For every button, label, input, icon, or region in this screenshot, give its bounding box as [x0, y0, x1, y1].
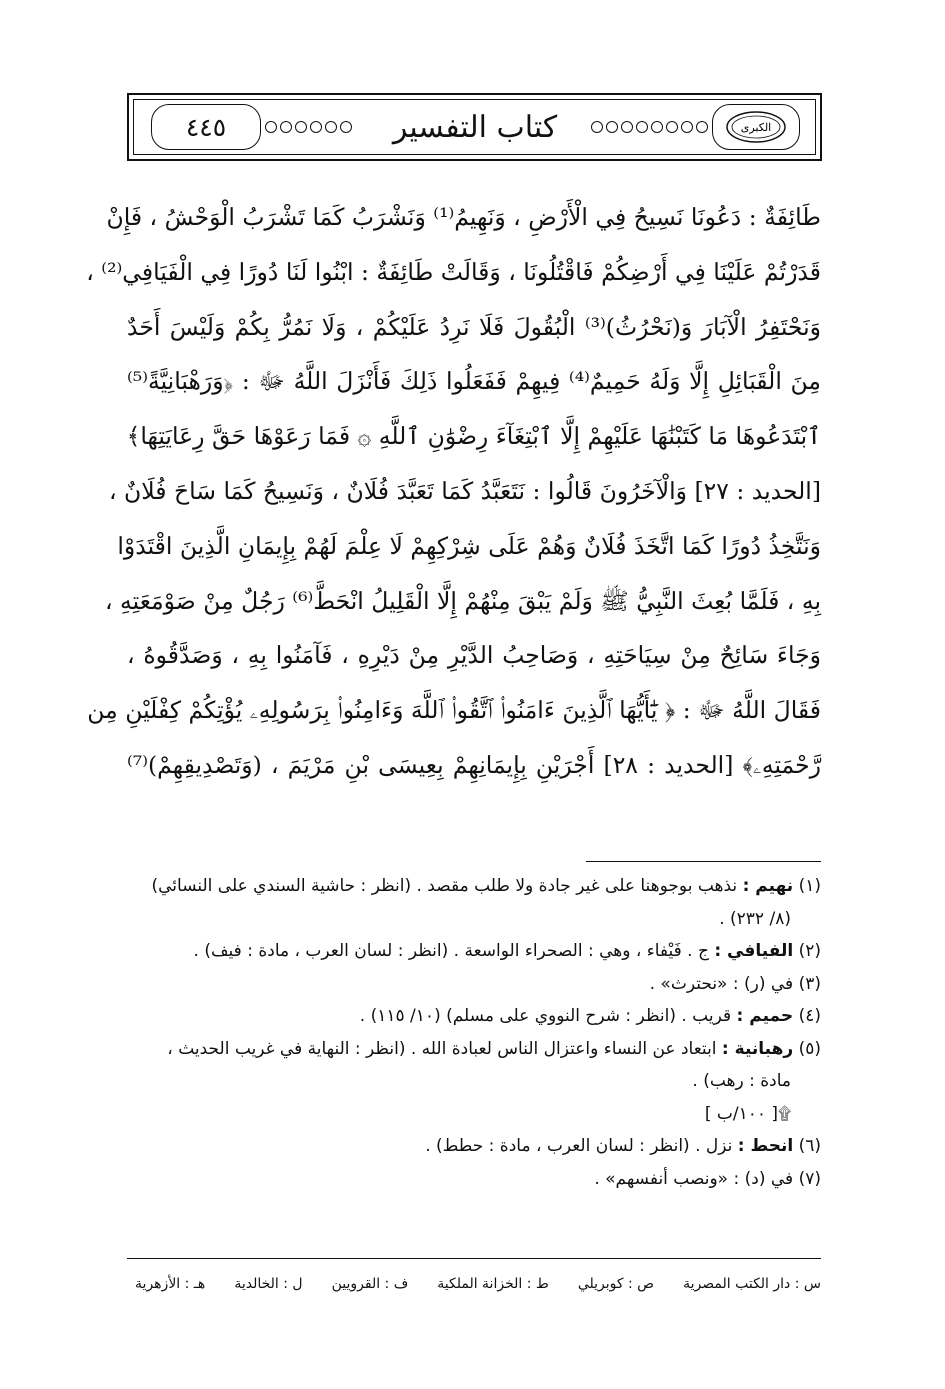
seal-cartouche: [712, 104, 800, 150]
footnote-number: (٤): [798, 1006, 821, 1026]
footnote-text: (٨/ ٢٣٢) .: [719, 908, 791, 929]
text-line: ٱبْتَدَعُوهَا مَا كَتَبْنَٰهَا عَلَيْهِمْ إِلَّا ٱبْتِغَآءَ رِضْوَٰنِ ٱللَّهِ ۞ فَمَا رَعَوْهَا حَقَّ رِعَايَتِهَا﴾: [126, 422, 821, 451]
siglum: ط : الخزانة الملكية: [437, 1276, 549, 1292]
footnote-term: الفيافي :: [714, 941, 794, 961]
footnote-text: قريب . (انظر : شرح النووي على مسلم) (١٠/ ١١٥) .: [359, 1006, 737, 1026]
footnote-5-continuation: [127, 1065, 821, 1098]
footnote-1-continuation: [127, 903, 821, 936]
footnote-text: ابتعاد عن النساء واعتزال الناس لعبادة الله . (انظر : النهاية في غريب الحديث ،: [167, 1038, 722, 1059]
seal-icon: [724, 109, 788, 145]
footnote-text: في (د) : «ونصب أنفسهم» .: [594, 1168, 794, 1189]
main-text: [86, 190, 822, 793]
siglum: ف : القرويين: [331, 1276, 409, 1292]
footnote-term: نهيم :: [742, 876, 794, 896]
footnote-number: (٧): [798, 1168, 821, 1189]
footnote-term: حميم :: [736, 1006, 794, 1026]
footnote-7: [127, 1163, 821, 1196]
page-number: ٤٤٥: [185, 112, 227, 142]
footnote-text: نزل . (انظر : لسان العرب ، مادة : حطط) .: [425, 1136, 738, 1156]
siglum: ل : الخالدية: [234, 1276, 303, 1292]
seal-text: الكبرى: [740, 121, 772, 134]
footnote-term: انحط :: [737, 1136, 794, 1156]
book-title: كتاب التفسير: [392, 109, 558, 145]
footnote-number: (٢): [798, 941, 821, 961]
footnote-3: [127, 968, 821, 1001]
footnote-number: (١): [798, 876, 821, 896]
footnote-number: (٣): [798, 973, 821, 994]
footnote-text: نذهب بوجوهنا على غير جادة ولا طلب مقصد . (انظر : حاشية السندي على النسائي): [151, 876, 743, 896]
header-chain-ornament-left: [265, 121, 352, 133]
page-number-cartouche: [151, 104, 261, 150]
footnote-separator: [586, 861, 821, 862]
text-line: فَقَالَ اللَّهُ ﷻ : ﴿ يَٰٓأَيُّهَا ٱلَّذِينَ ءَامَنُوا۟ ٱتَّقُوا۟ ٱللَّهَ وَءَامِنُوا۟ بِرَسُولِهِۦ يُؤْتِكُمْ كِفْلَيْنِ مِن: [87, 696, 821, 725]
text-line: قَدَرْتُمْ عَلَيْنَا فِي أَرْضِكُمْ فَاقْتُلُونَا ، وَقَالَتْ طَائِفَةٌ : ابْنُوا لَنَا دُورًا فِي الْفَيَافِي⁽²⁾ ،: [86, 257, 821, 286]
text-line: بِهِ ، فَلَمَّا بُعِثَ النَّبِيُّ ﷺ وَلَمْ يَبْقَ مِنْهُمْ إِلَّا الْقَلِيلُ انْحَطَّ⁽⁶⁾ رَجُلٌ مِنْ صَوْمَعَتِهِ ،: [104, 586, 821, 615]
footnote-text: في (ر) : «نحترث» .: [649, 973, 794, 994]
folio-marker: [127, 1098, 821, 1131]
footnotes: [127, 870, 821, 1195]
text-line: وَنَتَّخِذُ دُورًا كَمَا اتَّخَذَ فُلَانٌ وَهُمْ عَلَى شِرْكِهِمْ لَا عِلْمَ لَهُمْ بِإِيمَانِ الَّذِينَ اقْتَدَوْا: [117, 531, 821, 560]
text-line: وَجَاءَ سَائِحٌ مِنْ سِيَاحَتِهِ ، وَصَاحِبُ الدَّيْرِ مِنْ دَيْرِهِ ، فَآمَنُوا بِهِ ، وَصَدَّقُوهُ ،: [127, 641, 821, 670]
footnote-term: رهبانية :: [721, 1038, 794, 1059]
footnote-4: [127, 1000, 821, 1033]
text-line: رَّحْمَتِهِۦ﴾ [الحديد : ٢٨] أَجْرَيْنِ بِإِيمَانِهِمْ بِعِيسَى بْنِ مَرْيَمَ ، (وَتَصْدِيقِهِمْ)⁽⁷⁾: [127, 750, 822, 779]
footnote-text: ج . فَيْفاء ، وهي : الصحراء الواسعة . (انظر : لسان العرب ، مادة : فيف) .: [193, 941, 715, 961]
siglum: ص : كوبريلي: [577, 1276, 655, 1292]
footnote-text: مادة : رهب) .: [692, 1071, 791, 1091]
footnote-1: [127, 870, 821, 903]
sigla-separator: [127, 1258, 821, 1259]
footnote-5: [127, 1033, 821, 1066]
text-line: طَائِفَةٌ : دَعُونَا نَسِيحُ فِي الْأَرْضِ ، وَنَهِيمُ⁽¹⁾ وَنَشْرَبُ كَمَا تَشْرَبُ الْوَحْشُ ، فَإِنْ: [106, 203, 821, 231]
siglum: س : دار الكتب المصرية: [683, 1276, 821, 1292]
footnote-6: [127, 1130, 821, 1163]
footnote-number: (٥): [798, 1038, 821, 1059]
header-chain-ornament-right: [591, 121, 708, 133]
text-line: [الحديد : ٢٧] وَالْآخَرُونَ قَالُوا : نَتَعَبَّدُ كَمَا تَعَبَّدَ فُلَانٌ ، وَنَسِيحُ كَمَا سَاحَ فُلَانٌ ،: [108, 476, 821, 505]
siglum: هـ : الأزهرية: [135, 1276, 206, 1292]
text-line: مِنَ الْقَبَائِلِ إِلَّا وَلَهُ حَمِيمٌ⁽⁴⁾ فِيهِمْ فَفَعَلُوا ذَلِكَ فَأَنْزَلَ اللَّهُ ﷻ : ﴿وَرَهْبَانِيَّةً⁽⁵⁾: [127, 367, 821, 396]
manuscript-sigla: [135, 1276, 821, 1292]
folio-text: ۩[ ١٠٠/ب ]: [704, 1103, 791, 1124]
footnote-2: [127, 935, 821, 968]
running-header: [127, 93, 822, 161]
footnote-number: (٦): [798, 1136, 821, 1156]
text-line: وَنَحْتَفِرُ الْآبَارَ وَ(نَحْرُثُ)⁽³⁾ الْبُقُولَ فَلَا نَرِدُ عَلَيْكُمْ ، وَلَا نَمُرُّ بِكُمْ وَلَيْسَ أَحَدٌ: [127, 312, 821, 341]
